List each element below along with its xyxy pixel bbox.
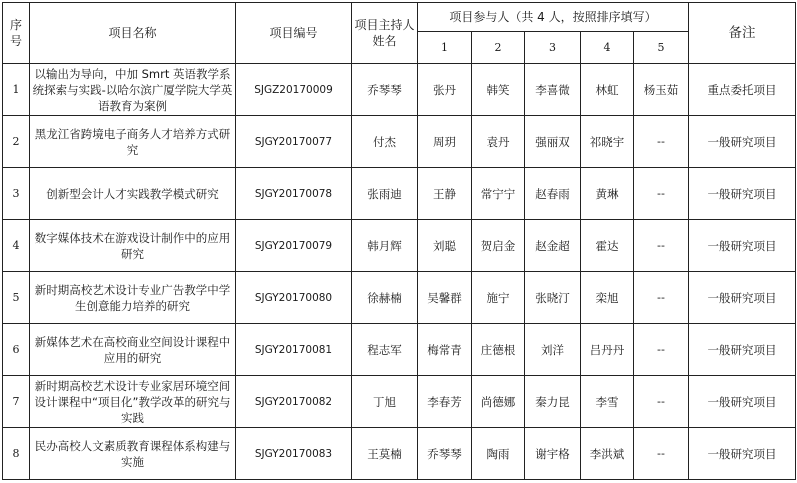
- row-participant: 周玥: [418, 116, 472, 168]
- row-participant: 祁晓宇: [581, 116, 634, 168]
- row-participant: 尚德娜: [472, 376, 525, 428]
- table-row: [3, 64, 796, 116]
- row-host: 乔琴琴: [352, 64, 418, 116]
- row-participant: 韩笑: [472, 64, 525, 116]
- table-row: [3, 168, 796, 220]
- row-participant: 黄琳: [581, 168, 634, 220]
- row-seq: 2: [3, 116, 30, 168]
- table-row: [3, 428, 796, 480]
- row-seq: 6: [3, 324, 30, 376]
- row-seq: 4: [3, 220, 30, 272]
- row-participant: --: [634, 168, 689, 220]
- row-participant: 秦力昆: [525, 376, 581, 428]
- row-remark: 一般研究项目: [689, 376, 796, 428]
- row-project-code: SJGY20170078: [236, 168, 352, 220]
- participant-col-1: 1: [418, 32, 472, 64]
- row-remark: 一般研究项目: [689, 428, 796, 480]
- row-project-code: SJGY20170077: [236, 116, 352, 168]
- row-participant: 杨玉茹: [634, 64, 689, 116]
- row-participant: --: [634, 116, 689, 168]
- row-project-code: SJGZ20170009: [236, 64, 352, 116]
- table-row: [3, 116, 796, 168]
- row-remark: 一般研究项目: [689, 220, 796, 272]
- row-host: 徐赫楠: [352, 272, 418, 324]
- row-participant: 施宁: [472, 272, 525, 324]
- row-participant: 栾旭: [581, 272, 634, 324]
- row-participant: 袁丹: [472, 116, 525, 168]
- row-participant: 霍达: [581, 220, 634, 272]
- row-project-code: SJGY20170083: [236, 428, 352, 480]
- header-participants: 项目参与人（共 4 人，按照排序填写）: [418, 3, 689, 32]
- participant-col-4: 4: [581, 32, 634, 64]
- row-participant: 吴馨群: [418, 272, 472, 324]
- row-participant: 庄德根: [472, 324, 525, 376]
- table-row: [3, 324, 796, 376]
- row-participant: 赵金超: [525, 220, 581, 272]
- row-participant: 乔琴琴: [418, 428, 472, 480]
- row-participant: 常宁宁: [472, 168, 525, 220]
- table-row: [3, 220, 796, 272]
- row-participant: 李洪斌: [581, 428, 634, 480]
- row-seq: 3: [3, 168, 30, 220]
- row-seq: 8: [3, 428, 30, 480]
- project-table: [2, 2, 796, 480]
- row-remark: 一般研究项目: [689, 116, 796, 168]
- row-project-name: 新媒体艺术在高校商业空间设计课程中应用的研究: [30, 324, 236, 376]
- row-participant: 谢宇格: [525, 428, 581, 480]
- header-row: [3, 3, 796, 32]
- row-host: 程志军: [352, 324, 418, 376]
- row-participant: 李春芳: [418, 376, 472, 428]
- row-project-code: SJGY20170081: [236, 324, 352, 376]
- row-project-name: 新时期高校艺术设计专业家居环境空间设计课程中“项目化”教学改革的研究与实践: [30, 376, 236, 428]
- row-participant: --: [634, 428, 689, 480]
- row-participant: 李喜微: [525, 64, 581, 116]
- header-code: 项目编号: [236, 3, 352, 64]
- participant-col-2: 2: [472, 32, 525, 64]
- row-project-name: 民办高校人文素质教育课程体系构建与实施: [30, 428, 236, 480]
- table-row: [3, 272, 796, 324]
- row-participant: 贺启金: [472, 220, 525, 272]
- row-participant: 吕丹丹: [581, 324, 634, 376]
- row-seq: 5: [3, 272, 30, 324]
- row-participant: 张晓汀: [525, 272, 581, 324]
- row-project-name: 新时期高校艺术设计专业广告教学中学生创意能力培养的研究: [30, 272, 236, 324]
- row-host: 付杰: [352, 116, 418, 168]
- row-project-name: 创新型会计人才实践教学模式研究: [30, 168, 236, 220]
- row-participant: 刘洋: [525, 324, 581, 376]
- row-participant: --: [634, 272, 689, 324]
- row-seq: 7: [3, 376, 30, 428]
- header-name: 项目名称: [30, 3, 236, 64]
- row-project-name: 以输出为导向，中加 Smrt 英语教学系统探索与实践-以哈尔滨广厦学院大学英语教育为案例: [30, 64, 236, 116]
- row-participant: 李雪: [581, 376, 634, 428]
- row-participant: --: [634, 220, 689, 272]
- row-remark: 一般研究项目: [689, 324, 796, 376]
- row-participant: 刘聪: [418, 220, 472, 272]
- row-host: 王莫楠: [352, 428, 418, 480]
- row-seq: 1: [3, 64, 30, 116]
- row-project-code: SJGY20170079: [236, 220, 352, 272]
- row-host: 韩月辉: [352, 220, 418, 272]
- row-participant: 王静: [418, 168, 472, 220]
- row-project-code: SJGY20170082: [236, 376, 352, 428]
- row-host: 张雨迪: [352, 168, 418, 220]
- row-participant: 张丹: [418, 64, 472, 116]
- row-participant: 赵春雨: [525, 168, 581, 220]
- header-remark: 备注: [689, 3, 796, 64]
- row-remark: 重点委托项目: [689, 64, 796, 116]
- row-participant: 梅常青: [418, 324, 472, 376]
- row-participant: --: [634, 324, 689, 376]
- header-host: 项目主持人姓名: [352, 3, 418, 64]
- row-project-code: SJGY20170080: [236, 272, 352, 324]
- row-participant: 强丽双: [525, 116, 581, 168]
- row-participant: 陶雨: [472, 428, 525, 480]
- table-row: [3, 376, 796, 428]
- row-participant: --: [634, 376, 689, 428]
- row-host: 丁旭: [352, 376, 418, 428]
- participant-col-5: 5: [634, 32, 689, 64]
- row-participant: 林虹: [581, 64, 634, 116]
- row-project-name: 黑龙江省跨境电子商务人才培养方式研究: [30, 116, 236, 168]
- row-remark: 一般研究项目: [689, 272, 796, 324]
- header-seq: 序号: [3, 3, 30, 64]
- row-project-name: 数字媒体技术在游戏设计制作中的应用研究: [30, 220, 236, 272]
- row-remark: 一般研究项目: [689, 168, 796, 220]
- participant-col-3: 3: [525, 32, 581, 64]
